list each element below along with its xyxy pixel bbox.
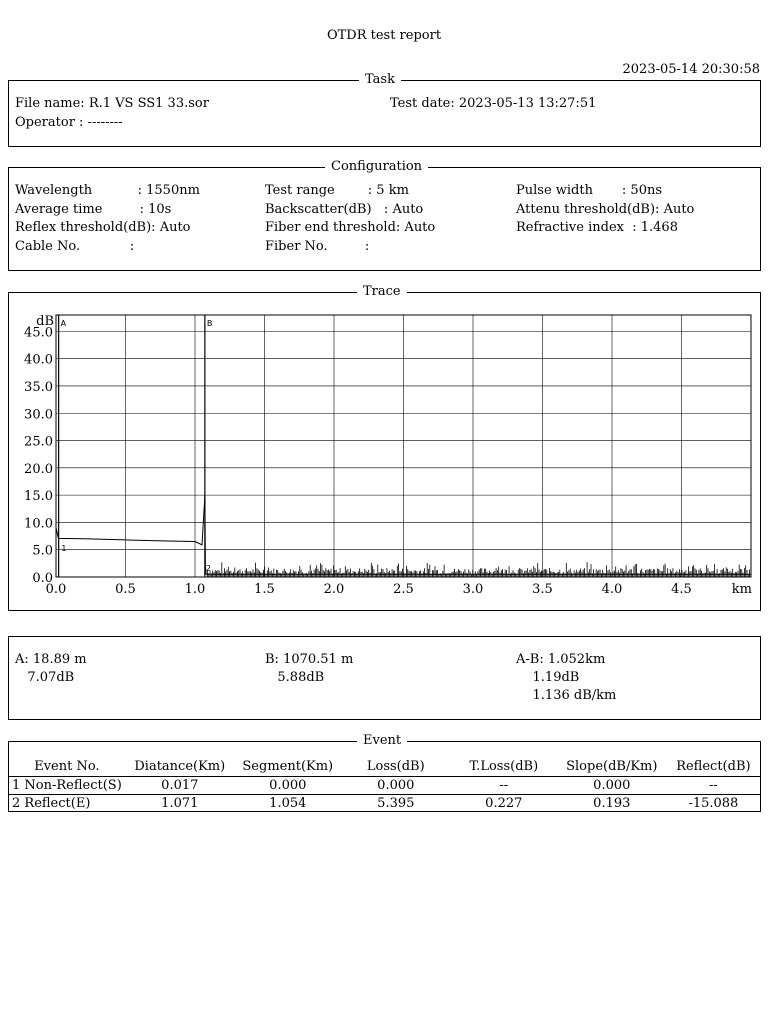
col-reflect: Reflect(dB) — [676, 758, 751, 774]
x-tick-label: 4.5 — [671, 582, 692, 597]
x-tick-label: 2.0 — [323, 582, 345, 597]
config-backscatter: Backscatter(dB) : Auto — [265, 202, 424, 217]
x-tick-label: 4.0 — [601, 582, 623, 597]
config-cable-no: Cable No. : — [15, 239, 135, 254]
configuration-legend: Configuration — [325, 159, 428, 175]
col-total-loss: T.Loss(dB) — [469, 758, 539, 774]
col-event-no: Event No. — [34, 758, 100, 774]
col-segment: Segment(Km) — [242, 758, 334, 774]
file-name: File name: R.1 VS SS1 33.sor — [15, 96, 209, 111]
y-tick-label: 40.0 — [24, 352, 53, 368]
config-test-range: Test range : 5 km — [265, 183, 409, 198]
cursor-a-level: 7.07dB — [15, 670, 75, 685]
event-loss: 0.000 — [342, 777, 450, 795]
event-no: 1 Non-Reflect(S) — [8, 777, 126, 795]
trace-chart — [8, 300, 761, 605]
event-table-header — [8, 756, 761, 777]
cursor-a-label: A — [60, 319, 67, 328]
x-tick-label: 1.5 — [254, 582, 275, 597]
cursor-a-position: A: 18.89 m — [15, 652, 87, 667]
col-loss: Loss(dB) — [366, 758, 425, 774]
y-tick-label: 25.0 — [24, 434, 53, 450]
config-wavelength: Wavelength : 1550nm — [15, 183, 200, 198]
y-unit-label: dB — [36, 314, 54, 329]
cursor-ab-distance: A-B: 1.052km — [516, 652, 606, 667]
cursor-ab-loss: 1.19dB — [516, 670, 580, 685]
print-timestamp: 2023-05-14 20:30:58 — [622, 62, 760, 77]
y-tick-label: 45.0 — [24, 325, 53, 341]
operator: Operator : -------- — [15, 115, 123, 130]
task-section — [8, 80, 761, 147]
table-row — [8, 777, 761, 795]
x-tick-label: 0.0 — [45, 582, 67, 597]
cursor-ab-slope: 1.136 dB/km — [516, 688, 617, 703]
config-refractive-index: Refractive index : 1.468 — [516, 220, 678, 235]
cursor-b-label: B — [206, 319, 213, 328]
event-slope: 0.193 — [558, 795, 666, 813]
event-distance: 1.071 — [126, 795, 234, 813]
x-tick-label: 2.5 — [393, 582, 414, 597]
config-average-time: Average time : 10s — [15, 202, 172, 217]
event-reflect: -- — [666, 777, 761, 795]
y-tick-label: 35.0 — [24, 379, 53, 395]
task-legend: Task — [359, 72, 401, 88]
cursor-b-position: B: 1070.51 m — [265, 652, 354, 667]
y-tick-label: 5.0 — [32, 543, 53, 559]
col-slope: Slope(dB/Km) — [566, 758, 658, 774]
config-fiber-end-threshold: Fiber end threshold: Auto — [265, 220, 436, 235]
event-2-label: 2 — [205, 564, 211, 573]
event-no: 2 Reflect(E) — [8, 795, 126, 813]
event-total-loss: 0.227 — [450, 795, 558, 813]
event-slope: 0.000 — [558, 777, 666, 795]
table-row — [8, 795, 761, 813]
config-reflex-threshold: Reflex threshold(dB): Auto — [15, 220, 191, 235]
y-tick-label: 10.0 — [24, 516, 53, 532]
cursor-b-level: 5.88dB — [265, 670, 325, 685]
x-unit-label: km — [731, 582, 752, 597]
x-tick-label: 1.0 — [184, 582, 206, 597]
event-loss: 5.395 — [342, 795, 450, 813]
x-tick-label: 3.0 — [462, 582, 484, 597]
report-title: OTDR test report — [326, 28, 442, 43]
event-1-label: 1 — [61, 544, 67, 554]
config-pulse-width: Pulse width : 50ns — [516, 183, 663, 198]
config-fiber-no: Fiber No. : — [265, 239, 370, 254]
event-segment: 1.054 — [234, 795, 342, 813]
trace-legend: Trace — [357, 284, 407, 300]
event-legend: Event — [357, 733, 407, 749]
y-tick-label: 30.0 — [24, 407, 53, 423]
event-distance: 0.017 — [126, 777, 234, 795]
cursor-section — [8, 636, 761, 720]
col-distance: Diatance(Km) — [134, 758, 226, 774]
y-tick-label: 0.0 — [32, 571, 53, 586]
event-segment: 0.000 — [234, 777, 342, 795]
x-tick-label: 0.5 — [115, 582, 136, 597]
y-tick-label: 20.0 — [24, 461, 53, 477]
event-total-loss: -- — [450, 777, 558, 795]
test-date: Test date: 2023-05-13 13:27:51 — [390, 96, 597, 111]
event-table — [8, 756, 761, 812]
event-reflect: -15.088 — [666, 795, 761, 813]
config-attenu-threshold: Attenu threshold(dB): Auto — [516, 202, 695, 217]
y-tick-label: 15.0 — [24, 489, 53, 505]
x-tick-label: 3.5 — [532, 582, 553, 597]
